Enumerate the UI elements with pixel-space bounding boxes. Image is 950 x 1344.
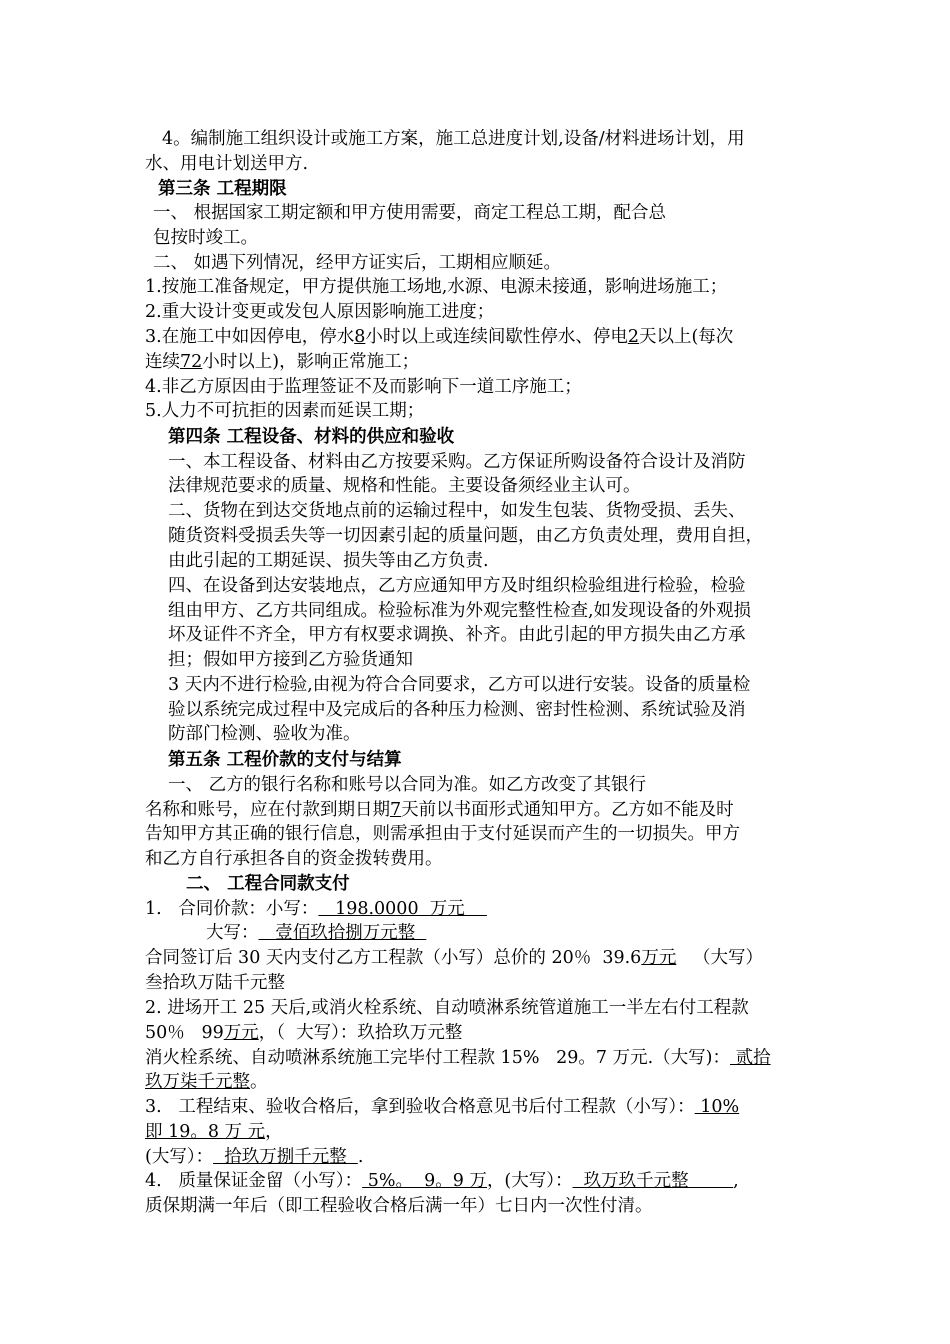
underlined-value: 5%。 9。9 万 bbox=[362, 1171, 487, 1191]
para-line: 一、本工程设备、材料由乙方按要采购。乙方保证所购设备符合设计及消防 bbox=[168, 452, 746, 472]
para-line: 一、 乙方的银行名称和账号以合同为准。如乙方改变了其银行 bbox=[168, 775, 647, 795]
para-line: 组由甲方、乙方共同组成。检验标准为外观完整性检查,如发现设备的外观损 bbox=[168, 601, 752, 621]
underlined-value: 即 19。8 万 元 bbox=[145, 1122, 266, 1142]
underlined-value: 玖万玖千元整 bbox=[572, 1171, 734, 1191]
underlined-value: 万元 bbox=[641, 948, 677, 968]
underlined-value: 拾玖万捌千元整 bbox=[213, 1147, 358, 1167]
para-line: 2.重大设计变更或发包人原因影响施工进度； bbox=[145, 302, 495, 322]
para-line: 验以系统完成过程中及完成后的各种压力检测、密封性检测、系统试验及消 bbox=[168, 700, 746, 720]
para-line: 包按时竣工。 bbox=[153, 228, 258, 248]
subsection-heading: 二、 工程合同款支付 bbox=[186, 874, 350, 894]
para-line: 合同签订后 30 天内支付乙方工程款（小写）总价的 20％ 39.6万元 （大写） bbox=[145, 948, 764, 968]
underlined-value: 198.0000 万元 bbox=[318, 899, 487, 919]
underlined-value: 贰拾 bbox=[730, 1048, 771, 1068]
para-line: 连续72小时以上)，影响正常施工； bbox=[145, 352, 420, 372]
para-line: 名称和账号，应在付款到期日期7天前以书面形式通知甲方。乙方如不能及时 bbox=[145, 800, 734, 820]
para-line: 1.按施工准备规定，甲方提供施工场地,水源、电源未接通，影响进场施工； bbox=[145, 277, 728, 297]
para-line: 和乙方自行承担各自的资金拨转费用。 bbox=[145, 849, 443, 869]
para-line: 大写： 壹佰玖拾捌万元整 bbox=[206, 923, 427, 943]
para-line: 四、在设备到达安装地点，乙方应通知甲方及时组织检验组进行检验，检验 bbox=[168, 576, 746, 596]
para-line: 二、 如遇下列情况，经甲方证实后，工期相应顺延。 bbox=[153, 253, 562, 273]
para-line: 5.人力不可抗拒的因素而延误工期； bbox=[145, 401, 425, 421]
underlined-value: 72 bbox=[180, 352, 203, 372]
underlined-value: 壹佰玖拾捌万元整 bbox=[258, 923, 427, 943]
para-line: 4.非乙方原因由于监理签证不及而影响下一道工序施工； bbox=[145, 377, 582, 397]
para-line: 2. 进场开工 25 天后,或消火栓系统、自动喷淋系统管道施工一半左右付工程款 bbox=[145, 998, 749, 1018]
para-line: 3 天内不进行检验,由视为符合合同要求，乙方可以进行安装。设备的质量检 bbox=[168, 675, 751, 695]
para-line: 坏及证件不齐全，甲方有权要求调换、补齐。由此引起的甲方损失由乙方承 bbox=[168, 625, 746, 645]
para-line: 4。编制施工组织设计或施工方案，施工总进度计划,设备/材料进场计划，用 bbox=[162, 129, 745, 149]
para-line: 3. 工程结束、验收合格后，拿到验收合格意见书后付工程款（小写）： 10% bbox=[145, 1097, 740, 1117]
para-line: 一、 根据国家工期定额和甲方使用需要，商定工程总工期，配合总 bbox=[153, 203, 667, 223]
para-line: 50％ 99万元，（ 大写）：玖拾玖万元整 bbox=[145, 1023, 463, 1043]
para-line: 质保期满一年后（即工程验收合格后满一年）七日内一次性付清。 bbox=[145, 1196, 653, 1216]
para-line: 担；假如甲方接到乙方验货通知 bbox=[168, 650, 413, 670]
para-line: 防部门检测、验收为准。 bbox=[168, 724, 361, 744]
underlined-value: 2 bbox=[627, 327, 639, 347]
para-line: 1. 合同价款：小写： 198.0000 万元 bbox=[145, 899, 487, 919]
underlined-value: 10% bbox=[694, 1097, 740, 1117]
section-heading-4: 第四条 工程设备、材料的供应和验收 bbox=[168, 427, 455, 447]
para-line: 消火栓系统、自动喷淋系统施工完毕付工程款 15% 29。7 万元.（大写)： 贰拾 bbox=[145, 1048, 771, 1068]
para-line: (大写）： 拾玖万捌千元整 . bbox=[145, 1147, 364, 1167]
underlined-value: 7 bbox=[390, 800, 402, 820]
para-line: 由此引起的工期延误、损失等由乙方负责. bbox=[168, 551, 489, 571]
underlined-value: 8 bbox=[354, 327, 366, 347]
para-line: 玖万柒千元整。 bbox=[145, 1072, 268, 1092]
para-line: 法律规范要求的质量、规格和性能。主要设备须经业主认可。 bbox=[168, 476, 641, 496]
para-line: 二、货物在到达交货地点前的运输过程中，如发生包装、货物受损、丢失、 bbox=[168, 501, 746, 521]
para-line: 3.在施工中如因停电，停水8小时以上或连续间歇性停水、停电2天以上(每次 bbox=[145, 327, 734, 347]
underlined-value: 万元 bbox=[223, 1023, 259, 1043]
para-line: 随货资料受损丢失等一切因素引起的质量问题，由乙方负责处理，费用自担， bbox=[168, 526, 763, 546]
para-line: 叁拾玖万陆千元整 bbox=[145, 973, 285, 993]
para-line: 告知甲方其正确的银行信息，则需承担由于支付延误而产生的一切损失。甲方 bbox=[145, 824, 740, 844]
section-heading-3: 第三条 工程期限 bbox=[158, 179, 287, 199]
para-line: 水、用电计划送甲方. bbox=[145, 154, 309, 174]
para-line: 即 19。8 万 元， bbox=[145, 1122, 283, 1142]
underlined-value: 玖万柒千元整 bbox=[145, 1072, 250, 1092]
para-line: 4. 质量保证金留（小写）： 5%。 9。9 万，(大写）： 玖万玖千元整 , bbox=[145, 1171, 739, 1191]
section-heading-5: 第五条 工程价款的支付与结算 bbox=[168, 750, 402, 770]
